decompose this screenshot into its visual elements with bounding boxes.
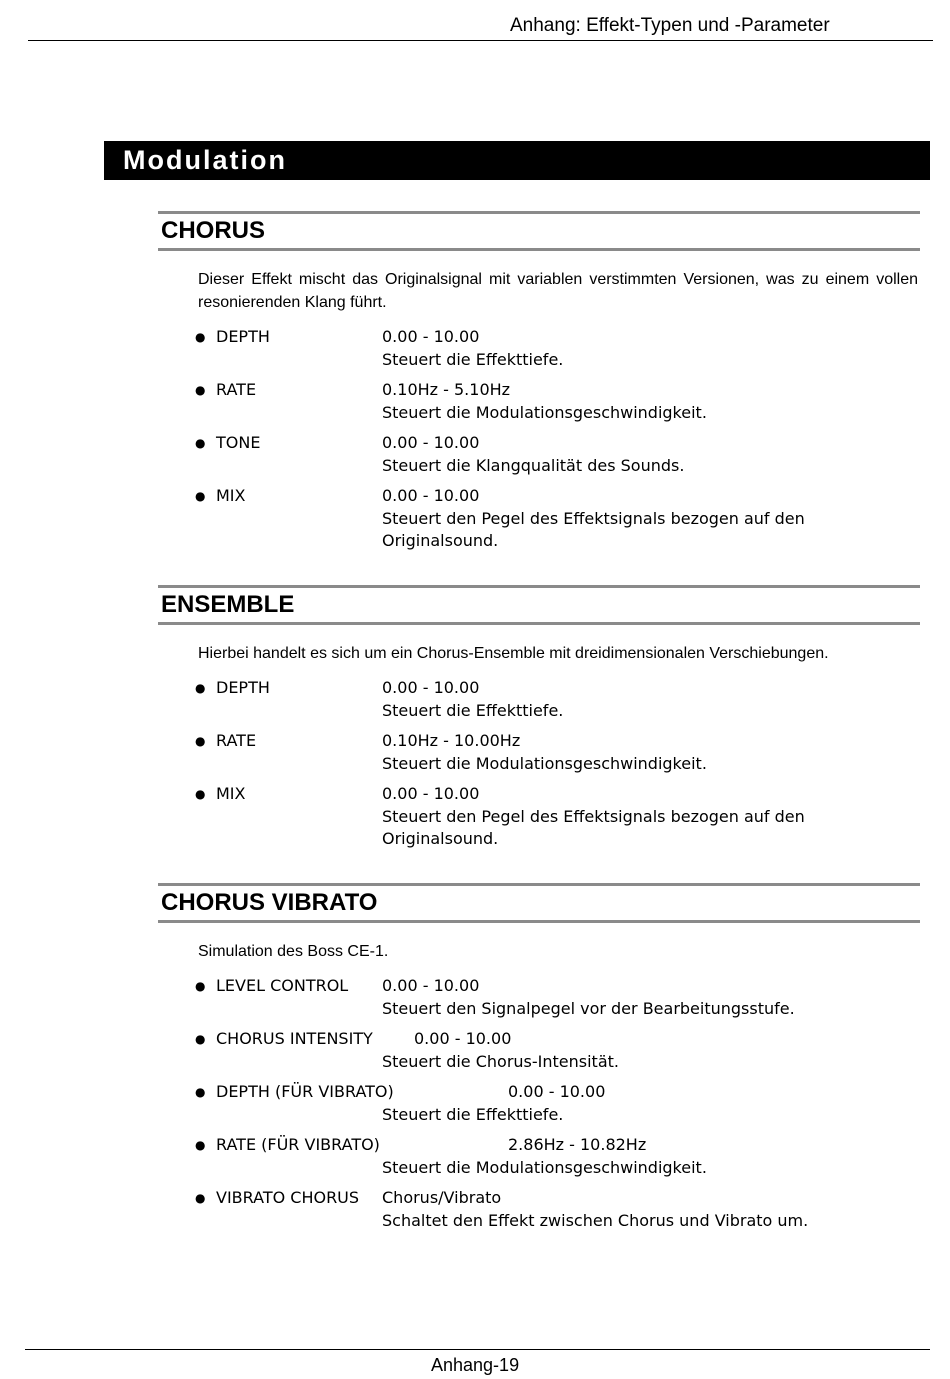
parameter-list	[158, 677, 920, 859]
effect-ensemble	[158, 585, 920, 859]
bullet-icon: ●	[195, 787, 206, 801]
parameter-range: 0.00 - 10.00	[414, 1029, 512, 1048]
parameter-description: Steuert die Chorus-Intensität.	[382, 1051, 619, 1071]
parameter-description: Schaltet den Effekt zwischen Chorus und Vibrato um.	[382, 1210, 809, 1230]
parameter-description: Steuert die Modulationsgeschwindigkeit.	[382, 753, 707, 773]
parameter-range: 0.00 - 10.00	[382, 327, 480, 346]
page-number: Anhang-19	[431, 1355, 520, 1375]
bullet-icon: ●	[195, 1191, 206, 1205]
parameter-range: 0.10Hz - 10.00Hz	[382, 731, 521, 750]
parameter-range: 0.00 - 10.00	[382, 678, 480, 697]
parameter-range: 0.10Hz - 5.10Hz	[382, 380, 511, 399]
section-title: Modulation	[123, 145, 287, 175]
effect-title: ENSEMBLE	[161, 591, 295, 618]
section-banner	[104, 141, 930, 180]
parameter-list	[158, 326, 920, 561]
bullet-icon: ●	[195, 681, 206, 695]
effect-description: Hierbei handelt es sich um ein Chorus-Ensemble mit dreidimensionalen Verschiebungen.	[198, 645, 829, 662]
bullet-icon: ●	[195, 1085, 206, 1099]
parameter-description: Steuert die Effekttiefe.	[382, 349, 564, 369]
effect-chorus-vibrato	[158, 883, 920, 1240]
parameter-name: MIX	[216, 784, 246, 803]
parameter-item	[158, 730, 920, 783]
parameter-item	[158, 485, 920, 561]
parameter-description: Steuert die Modulationsgeschwindigkeit.	[382, 1157, 707, 1177]
parameter-name: RATE	[216, 380, 257, 399]
parameter-item	[158, 677, 920, 730]
parameter-item	[158, 975, 920, 1028]
effect-title: CHORUS	[161, 217, 266, 244]
parameter-description: Steuert die Effekttiefe.	[382, 700, 564, 720]
bullet-icon: ●	[195, 436, 206, 450]
parameter-item	[158, 783, 920, 859]
effect-title: CHORUS VIBRATO	[161, 889, 378, 916]
parameter-item	[158, 326, 920, 379]
parameter-range: Chorus/Vibrato	[382, 1188, 502, 1207]
parameter-list	[158, 975, 920, 1240]
parameter-range: 0.00 - 10.00	[382, 486, 480, 505]
bullet-icon: ●	[195, 979, 206, 993]
parameter-description: Steuert den Pegel des Effektsignals bezogen auf den Originalsound.	[382, 806, 805, 848]
parameter-name: DEPTH	[216, 327, 270, 346]
parameter-range: 0.00 - 10.00	[382, 433, 480, 452]
parameter-item	[158, 1187, 920, 1240]
footer-divider	[25, 1349, 930, 1350]
parameter-range: 0.00 - 10.00	[508, 1082, 606, 1101]
effect-rule-bottom	[158, 920, 920, 923]
bullet-icon: ●	[195, 383, 206, 397]
parameter-item	[158, 1081, 920, 1134]
parameter-item	[158, 1028, 920, 1081]
parameter-range: 0.00 - 10.00	[382, 976, 480, 995]
parameter-name: LEVEL CONTROL	[216, 976, 349, 995]
parameter-name: RATE (FÜR VIBRATO)	[216, 1135, 380, 1154]
effect-rule-bottom	[158, 248, 920, 251]
effect-chorus	[158, 211, 920, 561]
effect-description: Simulation des Boss CE-1.	[198, 943, 389, 960]
bullet-icon: ●	[195, 1138, 206, 1152]
effect-rule-bottom	[158, 622, 920, 625]
parameter-name: TONE	[216, 433, 261, 452]
bullet-icon: ●	[195, 1032, 206, 1046]
parameter-description: Steuert den Signalpegel vor der Bearbeitungsstufe.	[382, 998, 795, 1018]
parameter-description: Steuert den Pegel des Effektsignals bezogen auf den Originalsound.	[382, 508, 805, 550]
parameter-range: 0.00 - 10.00	[382, 784, 480, 803]
parameter-description: Steuert die Effekttiefe.	[382, 1104, 564, 1124]
bullet-icon: ●	[195, 489, 206, 503]
bullet-icon: ●	[195, 734, 206, 748]
effect-description: Dieser Effekt mischt das Originalsignal mit variablen verstimmten Versionen, was zu einem vollen resonierenden Klang führt.	[198, 271, 918, 311]
parameter-item	[158, 1134, 920, 1187]
parameter-description: Steuert die Klangqualität des Sounds.	[382, 455, 685, 475]
parameter-range: 2.86Hz - 10.82Hz	[508, 1135, 647, 1154]
parameter-name: DEPTH (FÜR VIBRATO)	[216, 1082, 394, 1101]
bullet-icon: ●	[195, 330, 206, 344]
parameter-name: DEPTH	[216, 678, 270, 697]
parameter-name: RATE	[216, 731, 257, 750]
parameter-item	[158, 379, 920, 432]
parameter-name: VIBRATO CHORUS	[216, 1188, 360, 1207]
parameter-description: Steuert die Modulationsgeschwindigkeit.	[382, 402, 707, 422]
parameter-item	[158, 432, 920, 485]
header-divider	[28, 40, 933, 41]
parameter-name: MIX	[216, 486, 246, 505]
parameter-name: CHORUS INTENSITY	[216, 1029, 373, 1048]
page-header-title: Anhang: Effekt-Typen und -Parameter	[510, 15, 830, 36]
